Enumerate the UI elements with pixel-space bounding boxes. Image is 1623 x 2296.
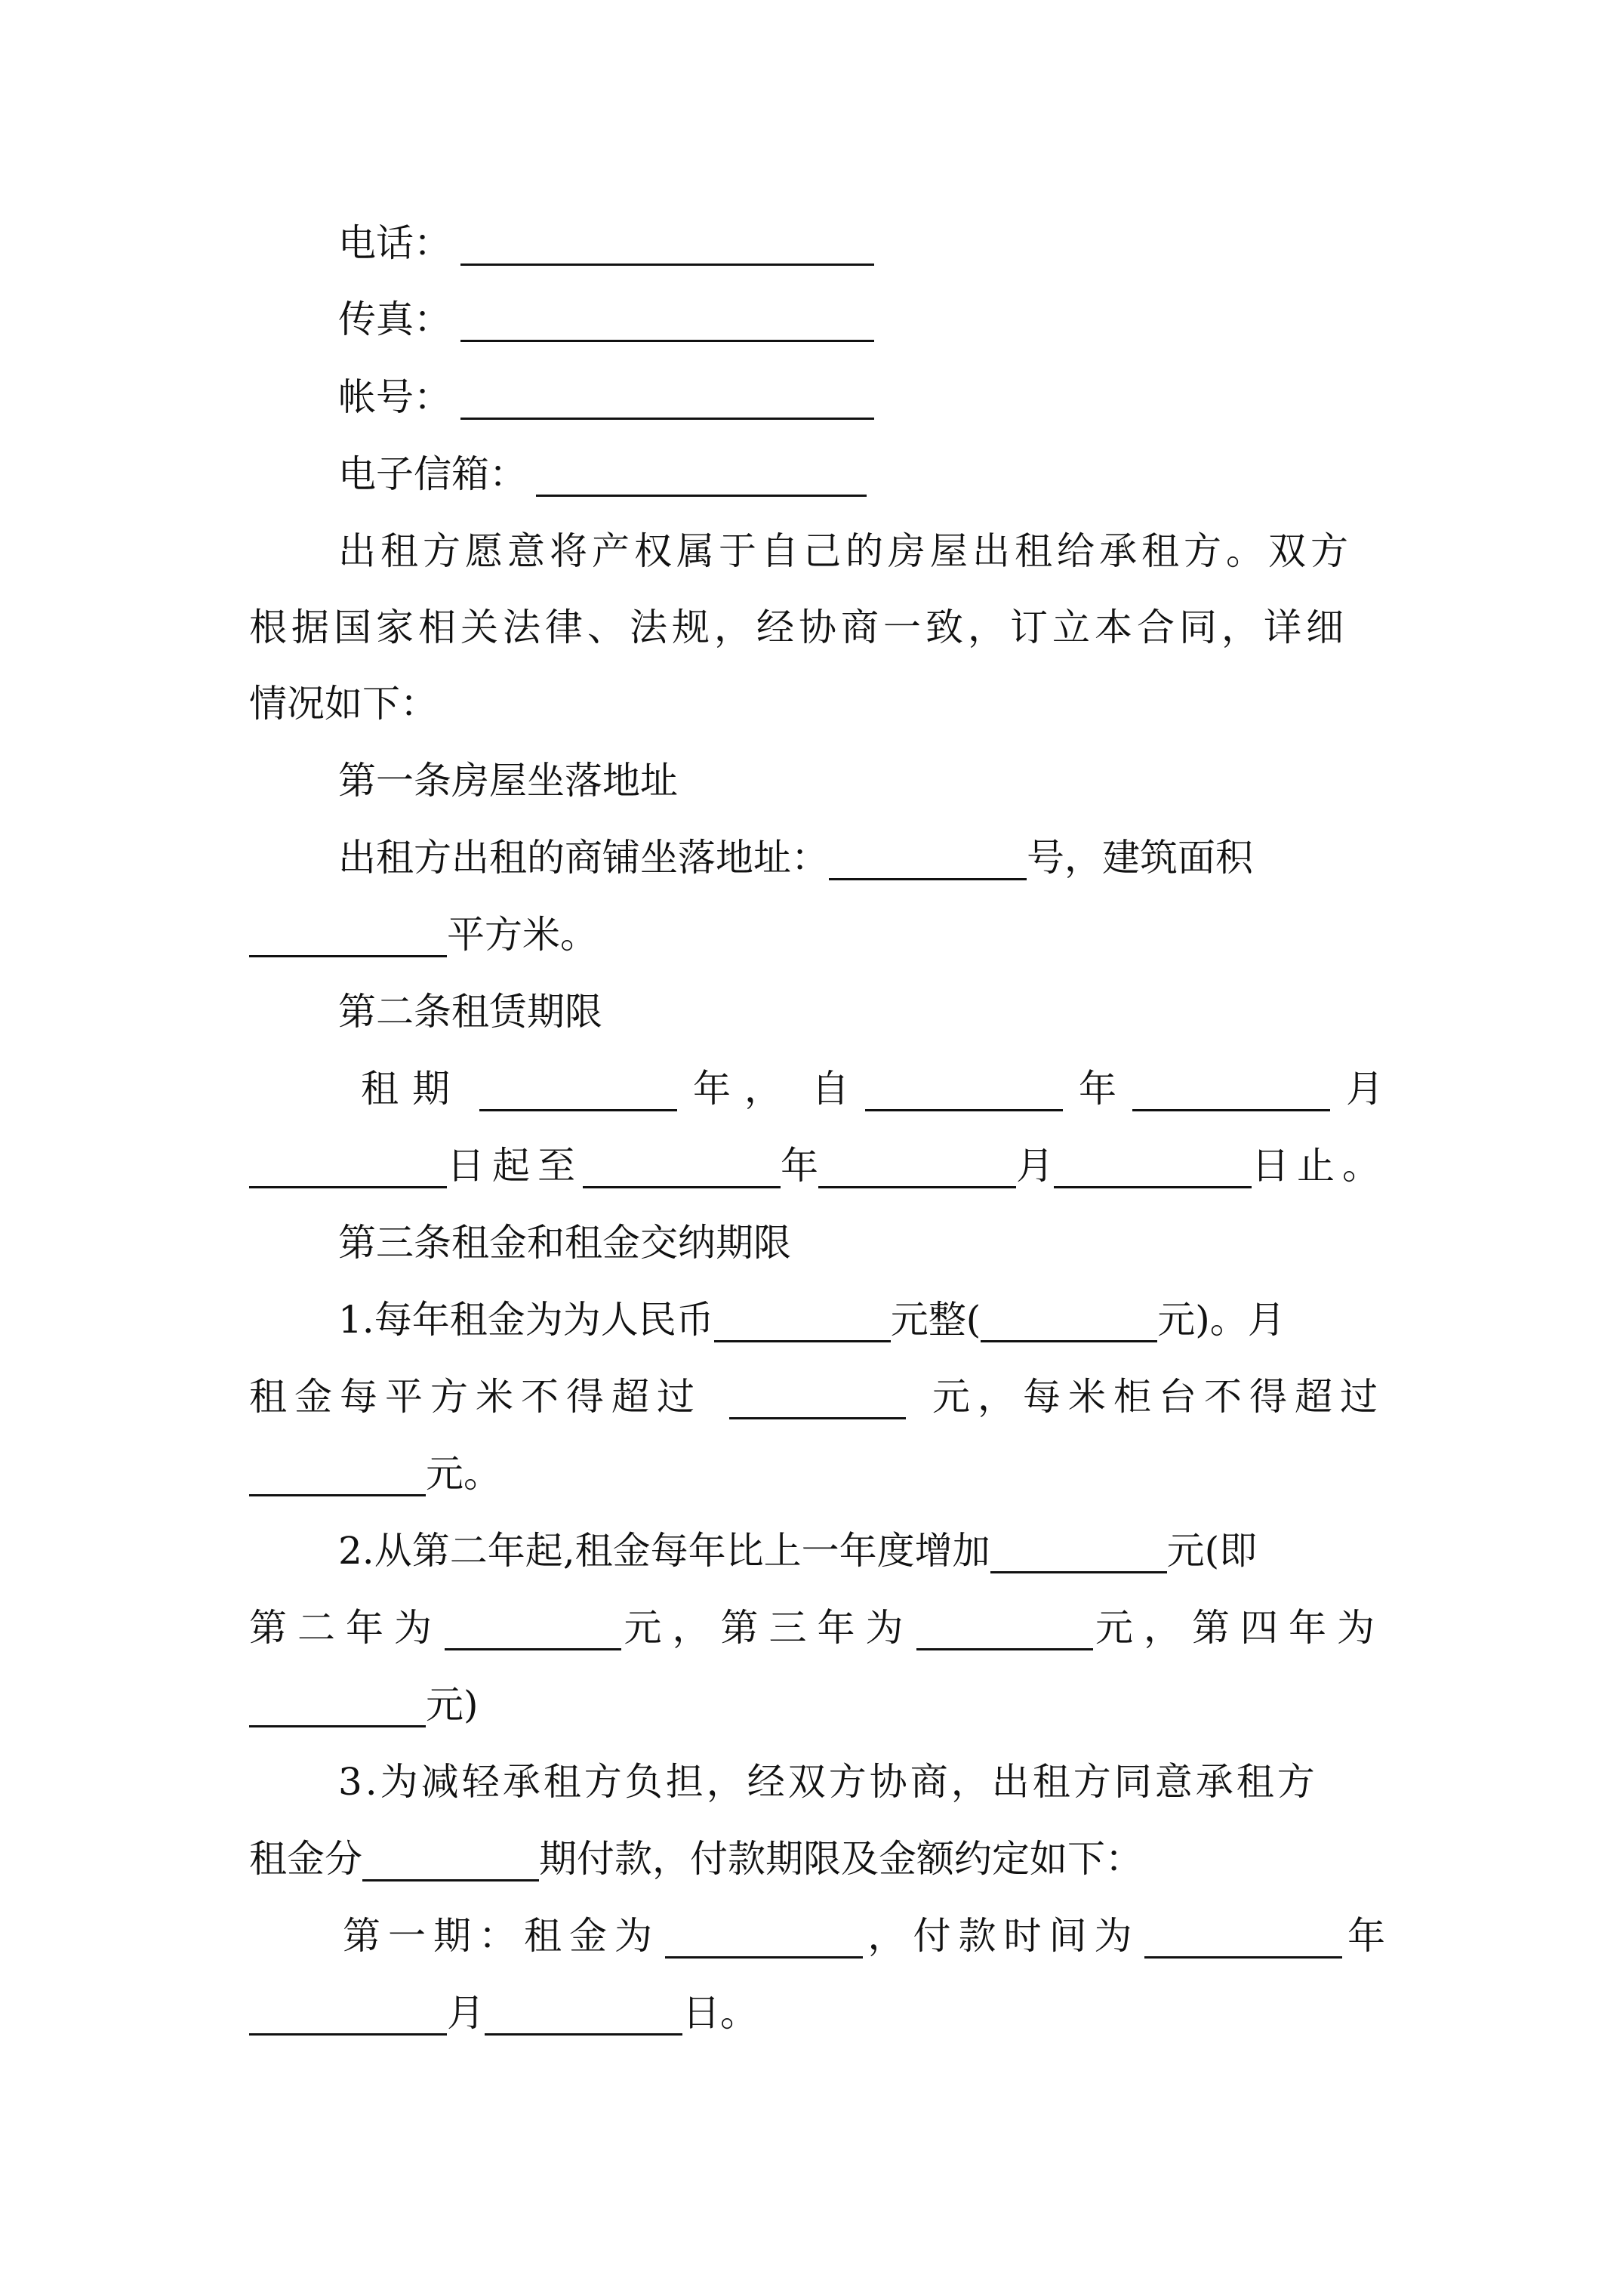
account-row	[338, 374, 874, 420]
rent-per-sqm-blank	[729, 1384, 906, 1419]
account-label: 帐号：	[338, 375, 451, 419]
start-day-blank	[249, 1153, 447, 1188]
article2-title: 第二条租赁期限	[338, 990, 602, 1034]
area-blank	[249, 922, 447, 957]
annual-rent-blank	[714, 1307, 891, 1342]
article3-p2-line-3: 元)	[249, 1682, 479, 1727]
article3-p2-line-2: 第二年为 元，第三年为 元，第四年为	[249, 1606, 1385, 1650]
year2-rent-blank	[445, 1615, 621, 1650]
intro-line-3: 情况如下：	[249, 682, 438, 726]
article2-line-2: 日起至 年 月 日止。	[249, 1143, 1387, 1188]
end-year-blank	[583, 1153, 781, 1188]
installment1-amount-blank	[665, 1923, 863, 1959]
email-label: 电子信箱：	[338, 452, 527, 496]
article3-title: 第三条租金和租金交纳期限	[338, 1221, 791, 1265]
fax-blank	[460, 307, 874, 342]
end-day-blank	[1054, 1153, 1252, 1188]
installment1-year-blank	[1144, 1923, 1342, 1959]
article3-p3-line-2: 租金分 期付款，付款期限及金额约定如下：	[249, 1837, 1143, 1881]
annual-increase-blank	[990, 1538, 1167, 1573]
start-month-blank	[1132, 1076, 1330, 1111]
installments-blank	[362, 1846, 539, 1881]
email-row	[338, 451, 867, 497]
installment1-month-blank	[249, 2000, 447, 2036]
email-blank	[536, 461, 867, 497]
phone-row	[338, 220, 874, 266]
fax-label: 传真：	[338, 297, 451, 341]
article3-p1-line-2: 租金每平方米不得超过 元，每米柜台不得超过	[249, 1375, 1385, 1419]
address-blank	[829, 845, 1027, 880]
article3-p1-line-1: 1.每年租金为为人民币 元整( 元)。月	[338, 1298, 1286, 1342]
year4-rent-blank	[249, 1692, 426, 1727]
fax-row	[338, 297, 874, 342]
account-blank	[460, 384, 874, 420]
intro-line-1: 出租方愿意将产权属于自己的房屋出租给承租方。双方	[338, 529, 1353, 573]
article3-p2-line-1: 2.从第二年起,租金每年比上一年度增加 元(即	[338, 1529, 1258, 1573]
article2-line-1: 租期 年， 自 年 月	[361, 1067, 1384, 1111]
rent-per-counter-blank	[249, 1461, 426, 1496]
intro-line-2: 根据国家相关法律、法规，经协商一致，订立本合同，详细	[249, 606, 1348, 649]
article1-line-2: 平方米。	[249, 912, 598, 957]
article3-p4-line-1: 第一期：租金为 ，付款时间为 年	[343, 1914, 1385, 1958]
end-month-blank	[818, 1153, 1016, 1188]
phone-label: 电话：	[338, 221, 451, 265]
article3-p1-line-3: 元。	[249, 1451, 501, 1496]
start-year-blank	[865, 1076, 1063, 1111]
term-years-blank	[479, 1076, 677, 1111]
installment1-day-blank	[485, 2000, 682, 2036]
article3-p3-line-1: 3.为减轻承租方负担，经双方协商，出租方同意承租方	[338, 1760, 1318, 1804]
article1-title: 第一条房屋坐落地址	[338, 759, 678, 803]
article1-line-1: 出租方出租的商铺坐落地址： 号，建筑面积	[338, 836, 1253, 880]
year3-rent-blank	[916, 1615, 1093, 1650]
annual-rent-figure-blank	[981, 1307, 1157, 1342]
phone-blank	[460, 230, 874, 266]
article3-p4-line-2: 月 日。	[249, 1990, 758, 2036]
